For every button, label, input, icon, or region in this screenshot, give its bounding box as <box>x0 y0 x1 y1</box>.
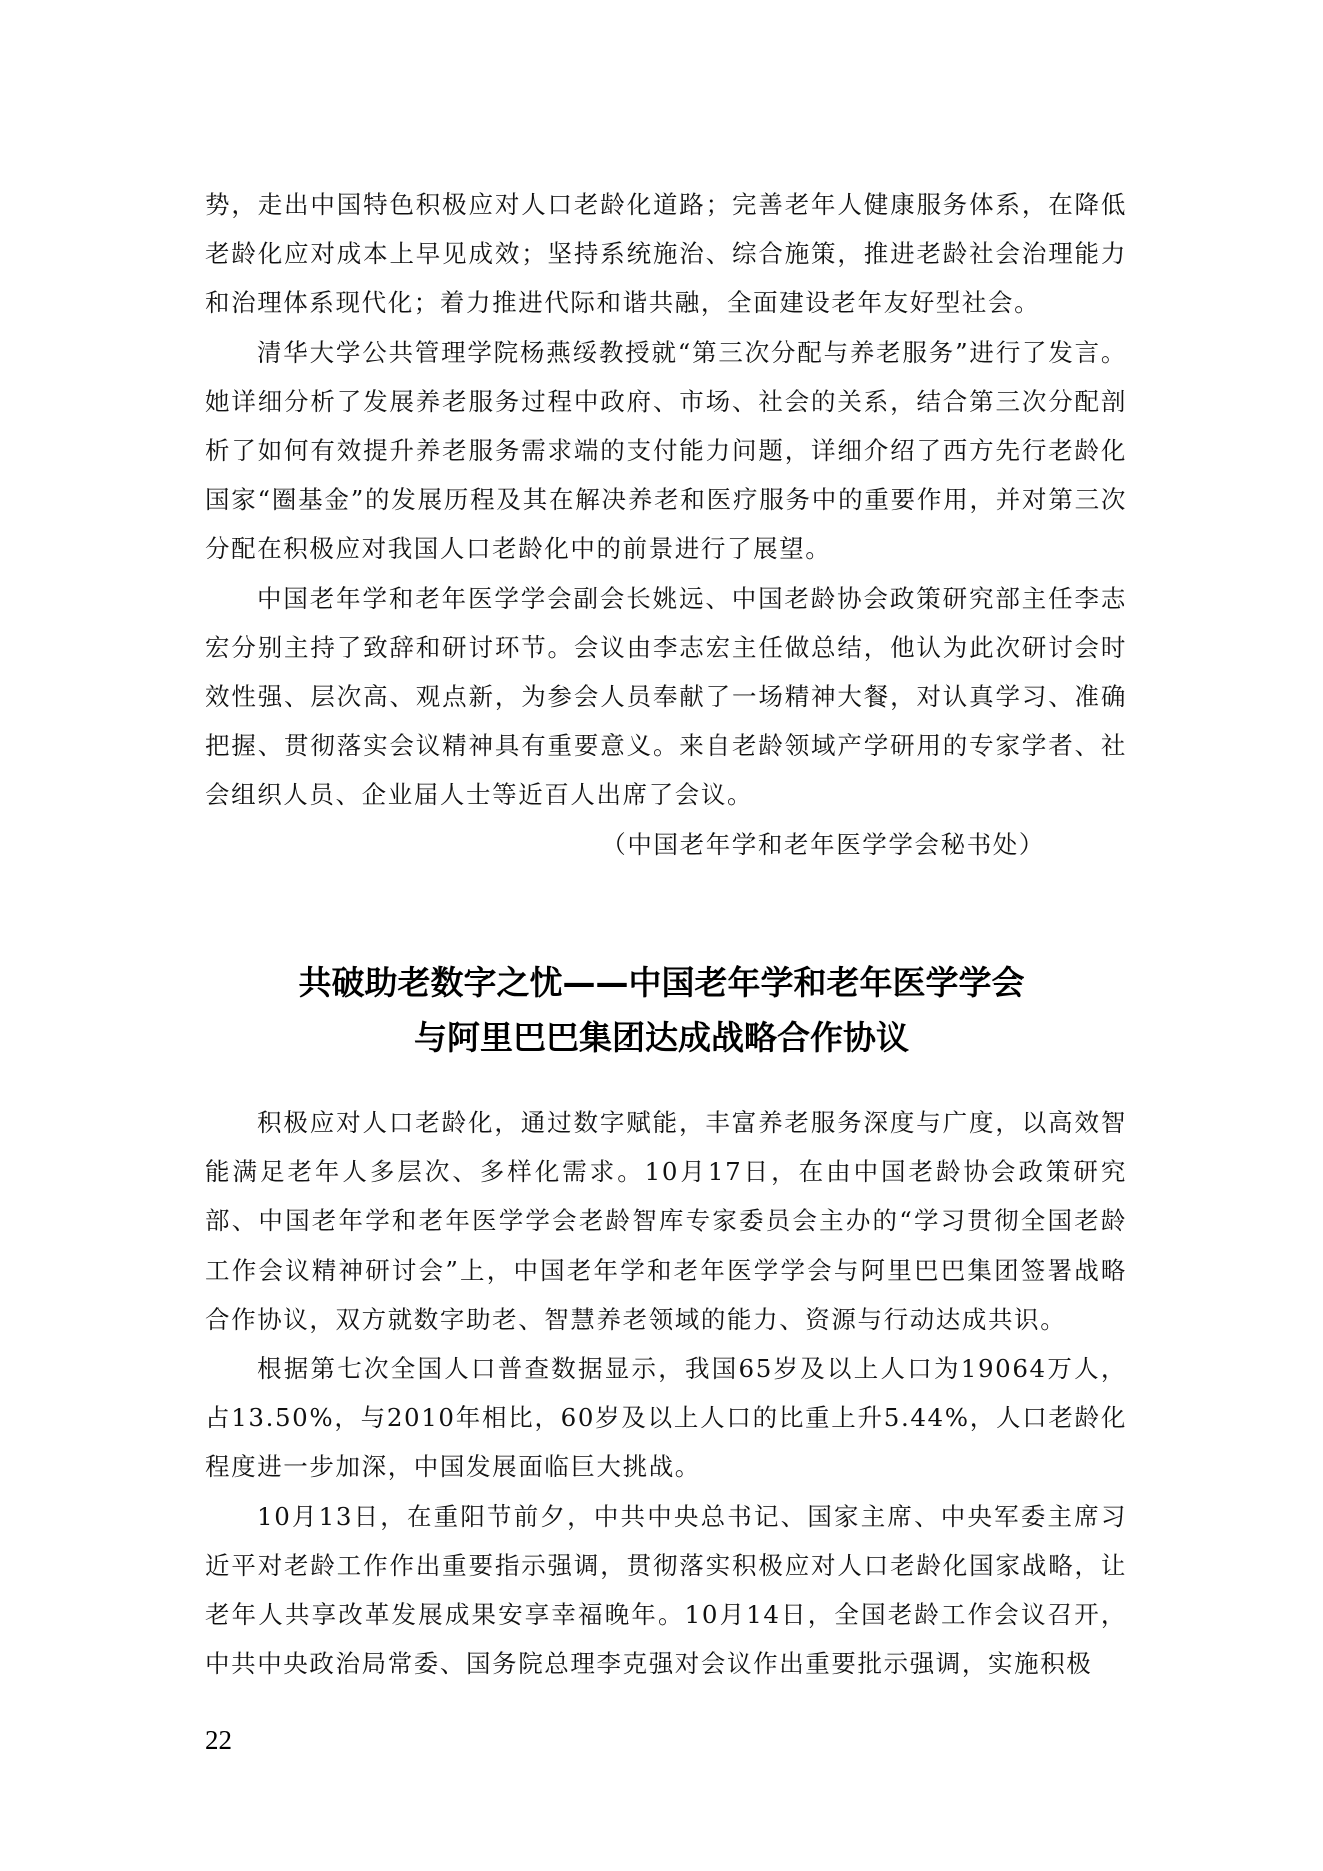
title-line-1: 共破助老数字之忧——中国老年学和老年医学学会 <box>298 963 1025 1002</box>
paragraph: 清华大学公共管理学院杨燕绥教授就“第三次分配与养老服务”进行了发言。她详细分析了发展养老服务过程中政府、市场、社会的关系，结合第三次分配剖析了如何有效提升养老服务需求端的支付能力问题，详细介绍了西方先行老龄化国家“圈基金”的发展历程及其在解决养老和医疗服务中的重要作用，并对第三次分配在积极应对我国人口老龄化中的前景进行了展望。 <box>205 337 1127 564</box>
article-1-body <box>205 180 1127 869</box>
paragraph: 势，走出中国特色积极应对人口老龄化道路；完善老年人健康服务体系，在降低老龄化应对成本上早见成效；坚持系统施治、综合施策，推进老龄社会治理能力和治理体系现代化；着力推进代际和谐共融，全面建设老年友好型社会。 <box>205 190 1127 318</box>
article-2-body <box>205 1098 1127 1688</box>
article-2-title <box>0 955 1323 1065</box>
paragraph: 10月13日，在重阳节前夕，中共中央总书记、国家主席、中央军委主席习近平对老龄工作作出重要指示强调，贯彻落实积极应对人口老龄化国家战略，让老年人共享改革发展成果安享幸福晚年。10月14日，全国老龄工作会议召开，中共中央政治局常委、国务院总理李克强对会议作出重要批示强调，实施积极 <box>205 1501 1127 1679</box>
paragraph: 积极应对人口老龄化，通过数字赋能，丰富养老服务深度与广度，以高效智能满足老年人多层次、多样化需求。10月17日，在由中国老龄协会政策研究部、中国老年学和老年医学学会老龄智库专家委员会主办的“学习贯彻全国老龄工作会议精神研讨会”上，中国老年学和老年医学学会与阿里巴巴集团签署战略合作协议，双方就数字助老、智慧养老领域的能力、资源与行动达成共识。 <box>205 1108 1127 1334</box>
paragraph: 中国老年学和老年医学学会副会长姚远、中国老龄协会政策研究部主任李志宏分别主持了致辞和研讨环节。会议由李志宏主任做总结，他认为此次研讨会时效性强、层次高、观点新，为参会人员奉献了一场精神大餐，对认真学习、准确把握、贯彻落实会议精神具有重要意义。来自老龄领域产学研用的专家学者、社会组织人员、企业届人士等近百人出席了会议。 <box>205 583 1127 810</box>
title-line-2: 与阿里巴巴集团达成战略合作协议 <box>414 1018 909 1057</box>
attribution: （中国老年学和老年医学学会秘书处） <box>601 829 1045 859</box>
paragraph: 根据第七次全国人口普查数据显示，我国65岁及以上人口为19064万人，占13.50%，与2010年相比，60岁及以上人口的比重上升5.44%，人口老龄化程度进一步加深，中国发展面临巨大挑战。 <box>205 1354 1127 1482</box>
page-number: 22 <box>205 1725 232 1755</box>
